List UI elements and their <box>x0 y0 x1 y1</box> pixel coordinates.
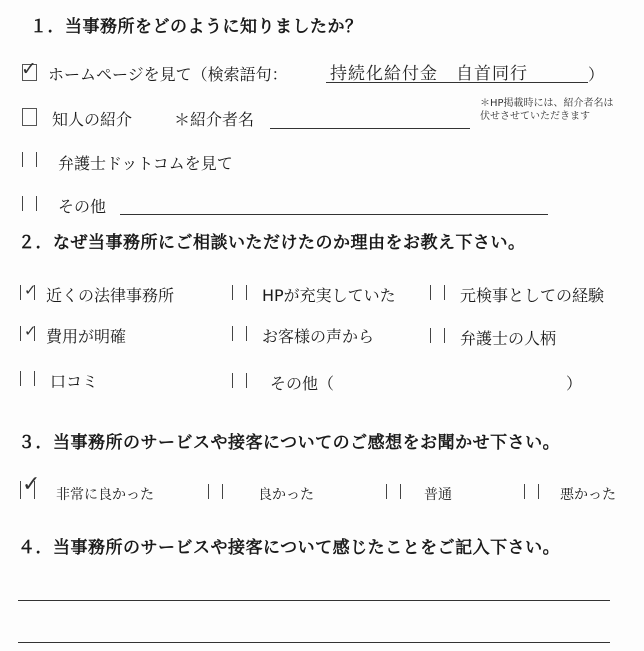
checkbox-rating-average[interactable] <box>386 484 401 499</box>
reason-other-close-paren: ） <box>566 374 583 393</box>
rating-average-label: 普通 <box>424 487 452 503</box>
check-mark-icon: ✓ <box>24 281 37 299</box>
privacy-note-line2: 伏せさせていただきます <box>480 111 590 122</box>
reason-other-label: その他（ <box>270 374 335 393</box>
search-terms-handwritten[interactable]: 持続化給付金 自首同行 <box>330 64 528 84</box>
referrer-name-label: ＊紹介者名 <box>174 110 255 129</box>
q1-title: １．当事務所をどのように知りましたか？ <box>30 17 363 37</box>
option-referral-label: 知人の紹介 <box>52 110 133 129</box>
reason-nearby-label: 近くの法律事務所 <box>46 286 175 305</box>
other-field[interactable] <box>120 214 548 215</box>
reason-hp-label: HPが充実していた <box>262 286 396 305</box>
reason-wordofmouth-label: 口コミ <box>50 372 99 391</box>
reason-fees-label: 費用が明確 <box>46 327 127 346</box>
rating-good-label: 良かった <box>258 487 314 503</box>
checkbox-bengoshi[interactable] <box>22 152 37 167</box>
q3-title: ３．当事務所のサービスや接客についてのご感想をお聞かせ下さい。 <box>18 433 561 453</box>
comment-line-2[interactable] <box>18 642 610 643</box>
privacy-note-line1: ＊HP掲載時には、紹介者名は <box>480 98 614 109</box>
comment-line-1[interactable] <box>18 600 610 601</box>
checkbox-reason-personality[interactable] <box>430 328 445 343</box>
option-other-label: その他 <box>58 197 107 216</box>
checkbox-reason-prosecutor[interactable] <box>430 285 445 300</box>
checkbox-reason-other[interactable] <box>232 373 247 388</box>
q4-title: ４．当事務所のサービスや接客について感じたことをご記入下さい。 <box>18 538 561 558</box>
close-paren: ） <box>588 65 605 84</box>
checkbox-rating-bad[interactable] <box>524 484 539 499</box>
rating-excellent-label: 非常に良かった <box>56 487 154 503</box>
check-mark-icon: ✓ <box>21 58 37 80</box>
check-mark-icon: ✓ <box>22 472 41 497</box>
checkbox-referral[interactable] <box>22 108 37 126</box>
reason-reviews-label: お客様の声から <box>262 327 375 346</box>
checkbox-reason-reviews[interactable] <box>232 326 247 341</box>
check-mark-icon: ✓ <box>24 322 37 340</box>
rating-bad-label: 悪かった <box>560 487 616 503</box>
option-bengoshi-label: 弁護士ドットコムを見て <box>58 154 233 173</box>
q2-title: ２．なぜ当事務所にご相談いただけたのか理由をお教え下さい。 <box>18 233 526 253</box>
checkbox-reason-wordofmouth[interactable] <box>20 371 35 386</box>
referrer-name-field[interactable] <box>270 128 470 129</box>
checkbox-reason-hp[interactable] <box>232 285 247 300</box>
search-terms-underline <box>326 82 588 83</box>
reason-personality-label: 弁護士の人柄 <box>460 329 557 348</box>
checkbox-rating-good[interactable] <box>208 484 223 499</box>
reason-prosecutor-label: 元検事としての経験 <box>460 286 605 305</box>
option-homepage-label: ホームページを見て（検索語句： <box>48 65 288 84</box>
checkbox-other[interactable] <box>22 196 37 211</box>
